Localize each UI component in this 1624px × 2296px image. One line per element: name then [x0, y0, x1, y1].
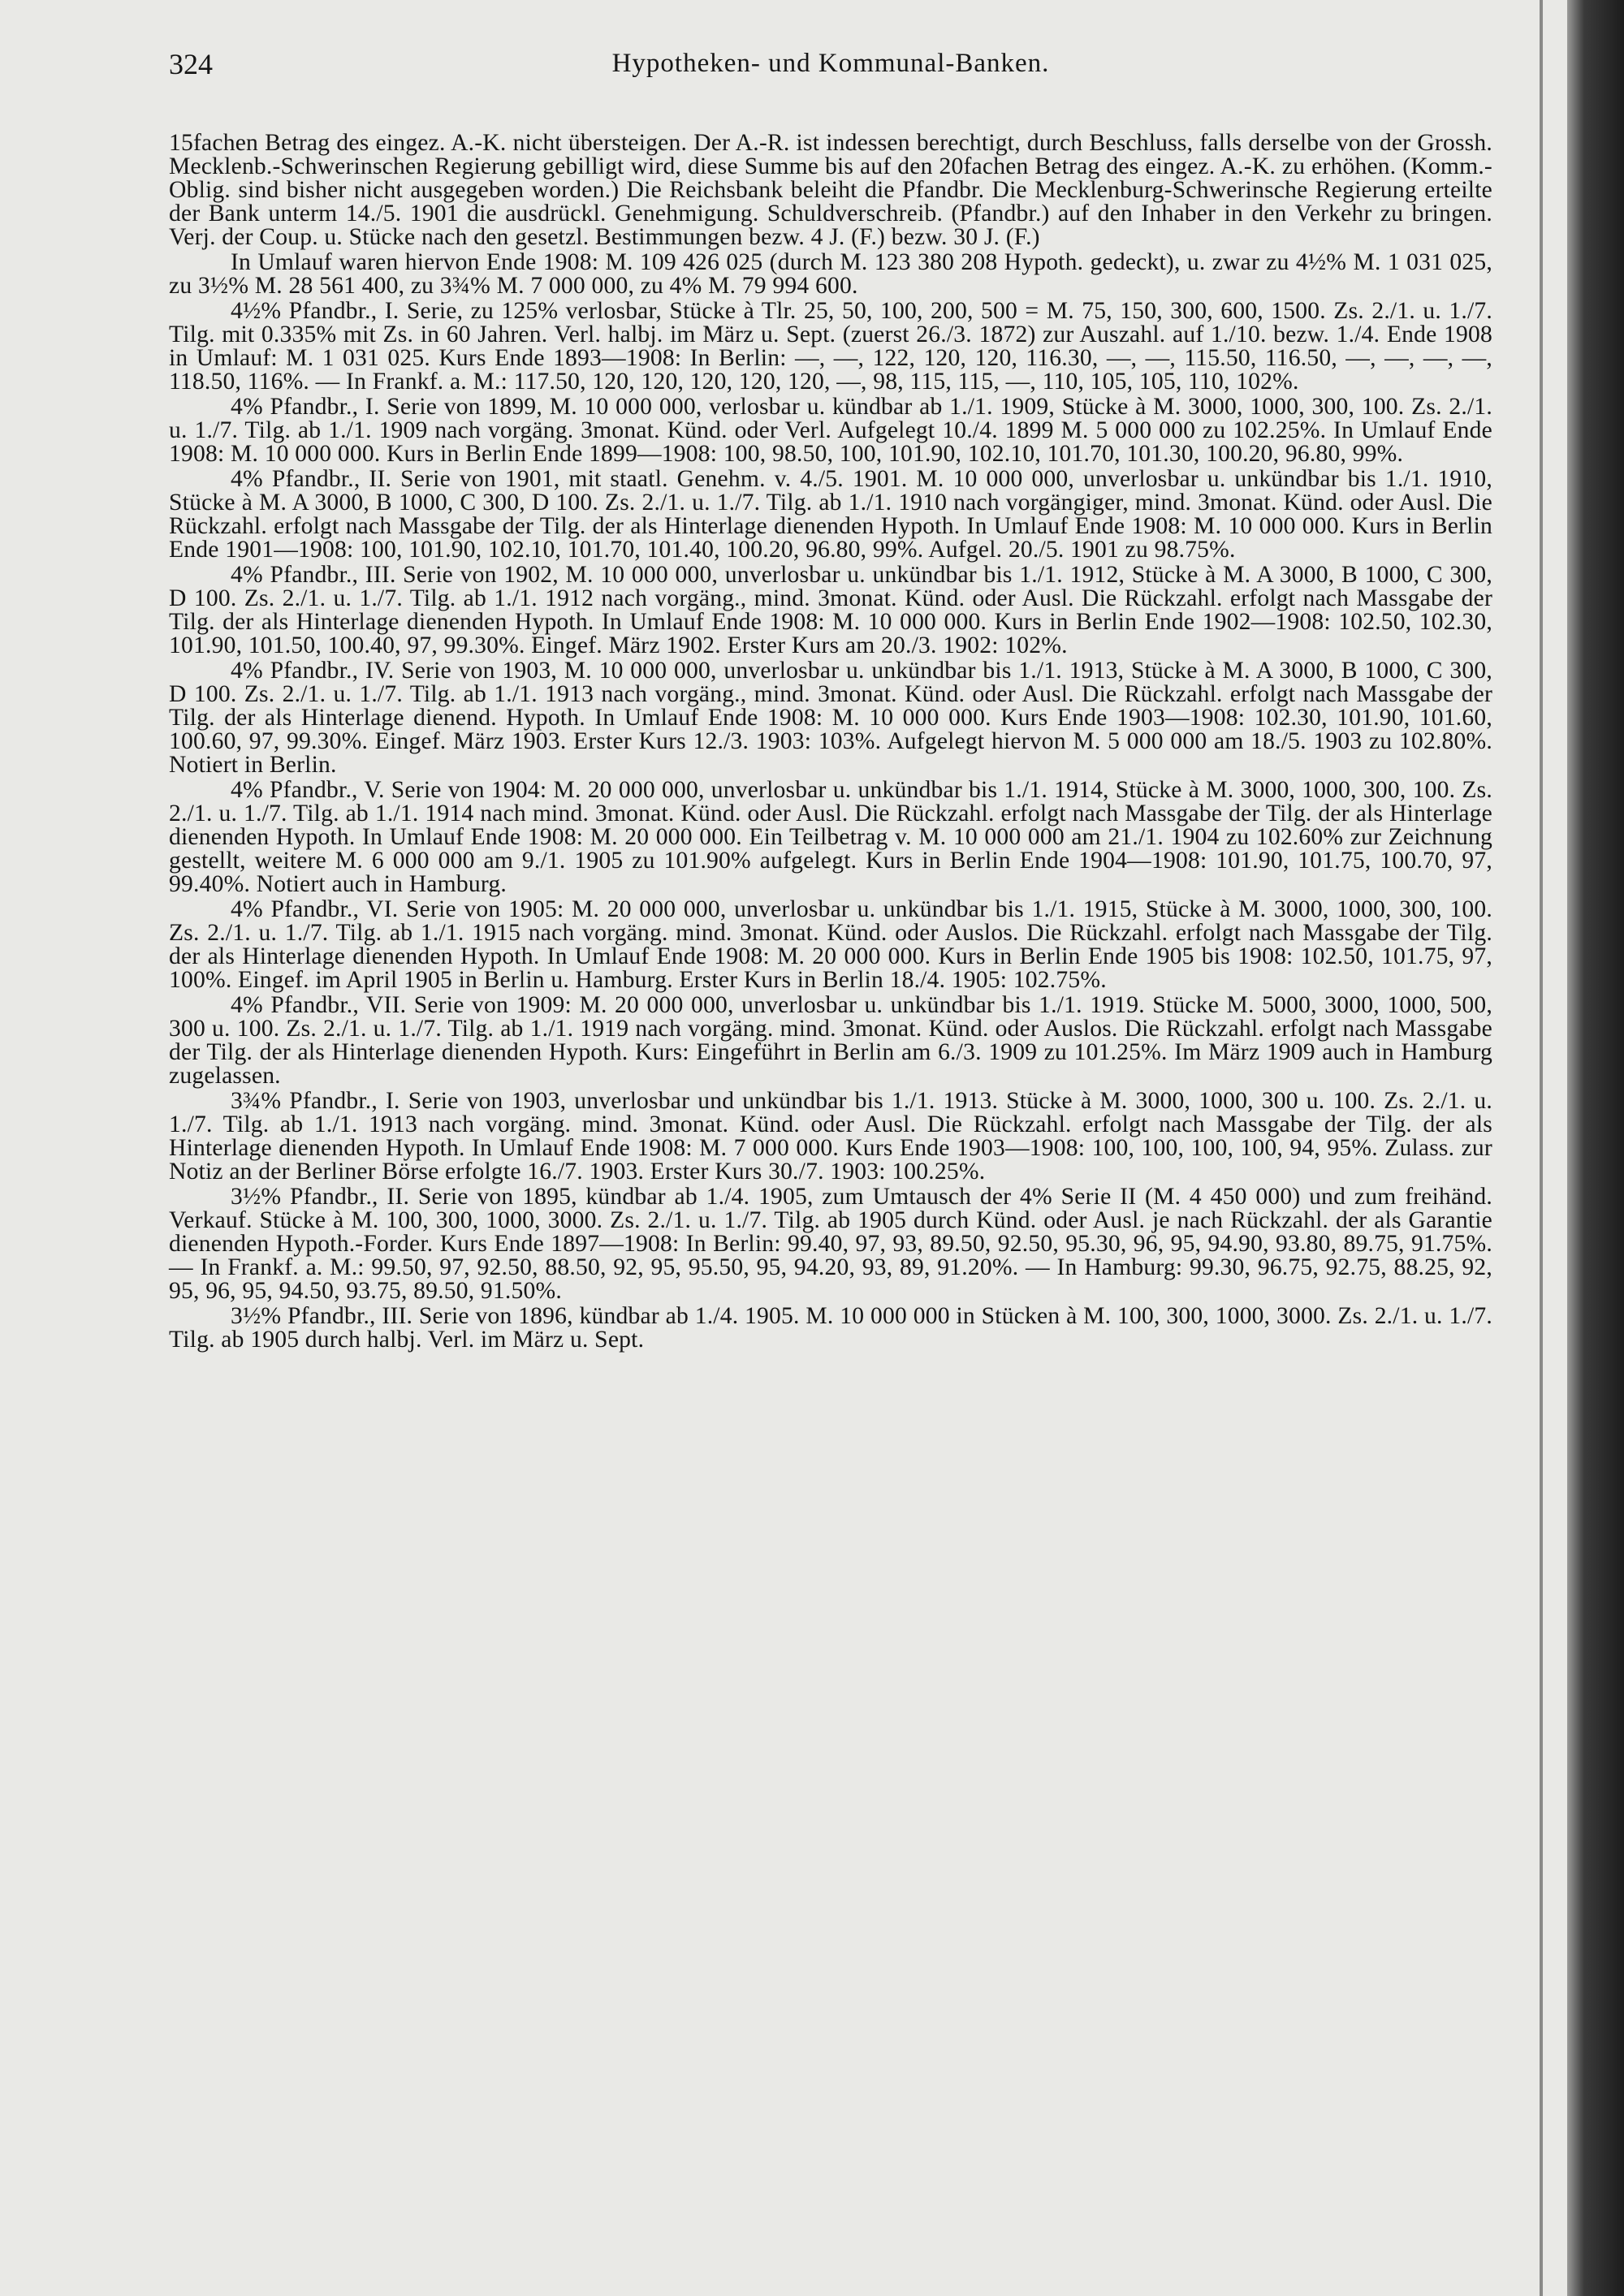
- paragraph-pfandbr-3-5-serie-2: 3½% Pfandbr., II. Serie von 1895, kündbar ab 1./4. 1905, zum Umtausch der 4% Serie II (M. 4 450 000) und zum freihänd. Verkauf. Stücke à M. 100, 300, 1000, 3000. Zs. 2./1. u. 1./7. Tilg. ab 1905 durch Künd. oder Ausl. je nach Rückzahl. der als Garantie dienenden Hypoth.-Forder. Kurs Ende 1897—1908: In Berlin: 99.40, 97, 93, 89.50, 92.50, 95.30, 96, 95, 94.90, 93.80, 89.75, 91.75%. — In Frankf. a. M.: 99.50, 97, 92.50, 88.50, 92, 95, 95.50, 95, 94.20, 93, 89, 91.20%. — In Hamburg: 99.30, 96.75, 92.75, 88.25, 92, 95, 96, 95, 94.50, 93.75, 89.50, 91.50%.: [169, 1184, 1492, 1304]
- paragraph-pfandbr-4-serie-2: 4% Pfandbr., II. Serie von 1901, mit staatl. Genehm. v. 4./5. 1901. M. 10 000 000, unverlosbar u. unkündbar bis 1./1. 1910, Stücke à M. A 3000, B 1000, C 300, D 100. Zs. 2./1. u. 1./7. Tilg. ab 1./1. 1910 nach vorgängiger, mind. 3monat. Künd. oder Ausl. Die Rückzahl. erfolgt nach Massgabe der Tilg. der als Hinterlage dienenden Hypoth. In Umlauf Ende 1908: M. 10 000 000. Kurs in Berlin Ende 1901—1908: 100, 101.90, 102.10, 101.70, 101.40, 100.20, 96.80, 99%. Aufgel. 20./5. 1901 zu 98.75%.: [169, 466, 1492, 563]
- scan-edge-shadow: [1567, 0, 1624, 2296]
- paragraph-pfandbr-4-serie-5: 4% Pfandbr., V. Serie von 1904: M. 20 000 000, unverlosbar u. unkündbar bis 1./1. 1914, Stücke à M. 3000, 1000, 300, 100. Zs. 2./1. u. 1./7. Tilg. ab 1./1. 1914 nach mind. 3monat. Künd. oder Ausl. Die Rückzahl. erfolgt nach Massgabe der Tilg. der als Hinterlage dienenden Hypoth. In Umlauf Ende 1908: M. 20 000 000. Ein Teilbetrag v. M. 10 000 000 am 21./1. 1904 zu 102.60% zur Zeichnung gestellt, weitere M. 6 000 000 am 9./1. 1905 zu 101.90% aufgelegt. Kurs in Berlin Ende 1904—1908: 101.90, 101.75, 100.70, 97, 99.40%. Notiert auch in Hamburg.: [169, 777, 1492, 897]
- paragraph-pfandbr-4-serie-1: 4% Pfandbr., I. Serie von 1899, M. 10 000 000, verlosbar u. kündbar ab 1./1. 1909, Stücke à M. 3000, 1000, 300, 100. Zs. 2./1. u. 1./7. Tilg. ab 1./1. 1909 nach vorgäng. 3monat. Künd. oder Verl. Aufgelegt 10./4. 1899 M. 5 000 000 zu 102.25%. In Umlauf Ende 1908: M. 10 000 000. Kurs in Berlin Ende 1899—1908: 100, 98.50, 100, 101.90, 102.10, 101.70, 101.30, 100.20, 96.80, 99%.: [169, 394, 1492, 467]
- running-head-title: Hypotheken- und Kommunal-Banken.: [611, 49, 1050, 78]
- paragraph-pfandbr-3-75-serie-1: 3¾% Pfandbr., I. Serie von 1903, unverlosbar und unkündbar bis 1./1. 1913. Stücke à M. 3000, 1000, 300 u. 100. Zs. 2./1. u. 1./7. Tilg. ab 1./1. 1913 nach vorgäng. mind. 3monat. Künd. oder Ausl. Die Rückzahl. erfolgt nach Massgabe der Tilg. der als Hinterlage dienenden Hypoth. In Umlauf Ende 1908: M. 7 000 000. Kurs Ende 1903—1908: 100, 100, 100, 100, 94, 95%. Zulass. zur Notiz an der Berliner Börse erfolgte 16./7. 1903. Erster Kurs 30./7. 1903: 100.25%.: [169, 1088, 1492, 1185]
- body-text: [169, 132, 1492, 1353]
- paragraph-pfandbr-4-serie-6: 4% Pfandbr., VI. Serie von 1905: M. 20 000 000, unverlosbar u. unkündbar bis 1./1. 1915, Stücke à M. 3000, 1000, 300, 100. Zs. 2./1. u. 1./7. Tilg. ab 1./1. 1915 nach vorgäng. mind. 3monat. Künd. oder Auslos. Die Rückzahl. erfolgt nach Massgabe der Tilg. der als Hinterlage dienenden Hypoth. In Umlauf Ende 1908: M. 20 000 000. Kurs in Berlin Ende 1905 bis 1908: 102.50, 101.75, 97, 100%. Eingef. im April 1905 in Berlin u. Hamburg. Erster Kurs in Berlin 18./4. 1905: 102.75%.: [169, 896, 1492, 993]
- paragraph-pfandbr-4-serie-4: 4% Pfandbr., IV. Serie von 1903, M. 10 000 000, unverlosbar u. unkündbar bis 1./1. 1913, Stücke à M. A 3000, B 1000, C 300, D 100. Zs. 2./1. u. 1./7. Tilg. ab 1./1. 1913 nach vorgäng., mind. 3monat. Künd. oder Ausl. Die Rückzahl. erfolgt nach Massgabe der Tilg. der als Hinterlage dienend. Hypoth. In Umlauf Ende 1908: M. 10 000 000. Kurs Ende 1903—1908: 102.30, 101.90, 101.60, 100.60, 97, 99.30%. Eingef. März 1903. Erster Kurs 12./3. 1903: 103%. Aufgelegt hiervon M. 5 000 000 am 18./5. 1903 zu 102.80%. Notiert in Berlin.: [169, 658, 1492, 778]
- page-header: [169, 47, 1492, 96]
- paragraph-pfandbr-4-5-serie-1: 4½% Pfandbr., I. Serie, zu 125% verlosbar, Stücke à Tlr. 25, 50, 100, 200, 500 = M. 75, 150, 300, 600, 1500. Zs. 2./1. u. 1./7. Tilg. mit 0.335% mit Zs. in 60 Jahren. Verl. halbj. im März u. Sept. (zuerst 26./3. 1872) zur Auszahl. auf 1./10. bezw. 1./4. Ende 1908 in Umlauf: M. 1 031 025. Kurs Ende 1893—1908: In Berlin: —, —, 122, 120, 120, 116.30, —, —, 115.50, 116.50, —, —, —, —, 118.50, 116%. — In Frankf. a. M.: 117.50, 120, 120, 120, 120, 120, —, 98, 115, 115, —, 110, 105, 105, 110, 102%.: [169, 298, 1492, 395]
- paragraph-continuation: 15fachen Betrag des eingez. A.-K. nicht übersteigen. Der A.-R. ist indessen berechtigt, durch Beschluss, falls derselbe von der Grossh. Mecklenb.-Schwerinschen Regierung gebilligt wird, diese Summe bis auf den 20fachen Betrag des eingez. A.-K. zu erhöhen. (Komm.-Oblig. sind bisher nicht ausgegeben worden.) Die Reichsbank beleiht die Pfandbr. Die Mecklenburg-Schwerinsche Regierung erteilte der Bank unterm 14./5. 1901 die ausdrückl. Genehmigung. Schuldverschreib. (Pfandbr.) auf den Inhaber in den Verkehr zu bringen. Verj. der Coup. u. Stücke nach den gesetzl. Bestimmungen bezw. 4 J. (F.) bezw. 30 J. (F.): [169, 130, 1492, 250]
- page-number: 324: [169, 48, 213, 80]
- paragraph-pfandbr-4-serie-7: 4% Pfandbr., VII. Serie von 1909: M. 20 000 000, unverlosbar u. unkündbar bis 1./1. 1919. Stücke M. 5000, 3000, 1000, 500, 300 u. 100. Zs. 2./1. u. 1./7. Tilg. ab 1./1. 1919 nach vorgäng. mind. 3monat. Künd. oder Auslos. Die Rückzahl. erfolgt nach Massgabe der Tilg. der als Hinterlage dienenden Hypoth. Kurs: Eingeführt in Berlin am 6./3. 1909 zu 101.25%. Im März 1909 auch in Hamburg zugelassen.: [169, 992, 1492, 1089]
- paragraph-pfandbr-3-5-serie-3: 3½% Pfandbr., III. Serie von 1896, kündbar ab 1./4. 1905. M. 10 000 000 in Stücken à M. 100, 300, 1000, 3000. Zs. 2./1. u. 1./7. Tilg. ab 1905 durch halbj. Verl. im März u. Sept.: [169, 1303, 1492, 1353]
- paragraph-circulation-total: In Umlauf waren hiervon Ende 1908: M. 109 426 025 (durch M. 123 380 208 Hypoth. gedeckt), u. zwar zu 4½% M. 1 031 025, zu 3½% M. 28 561 400, zu 3¾% M. 7 000 000, zu 4% M. 79 994 600.: [169, 249, 1492, 299]
- paragraph-pfandbr-4-serie-3: 4% Pfandbr., III. Serie von 1902, M. 10 000 000, unverlosbar u. unkündbar bis 1./1. 1912, Stücke à M. A 3000, B 1000, C 300, D 100. Zs. 2./1. u. 1./7. Tilg. ab 1./1. 1912 nach vorgäng., mind. 3monat. Künd. oder Ausl. Die Rückzahl. erfolgt nach Massgabe der Tilg. der als Hinterlage dienenden Hypoth. In Umlauf Ende 1908: M. 10 000 000. Kurs in Berlin Ende 1902—1908: 102.50, 102.30, 101.90, 101.50, 100.40, 97, 99.30%. Eingef. März 1902. Erster Kurs am 20./3. 1902: 102%.: [169, 562, 1492, 658]
- page-fold-line: [1540, 0, 1543, 2296]
